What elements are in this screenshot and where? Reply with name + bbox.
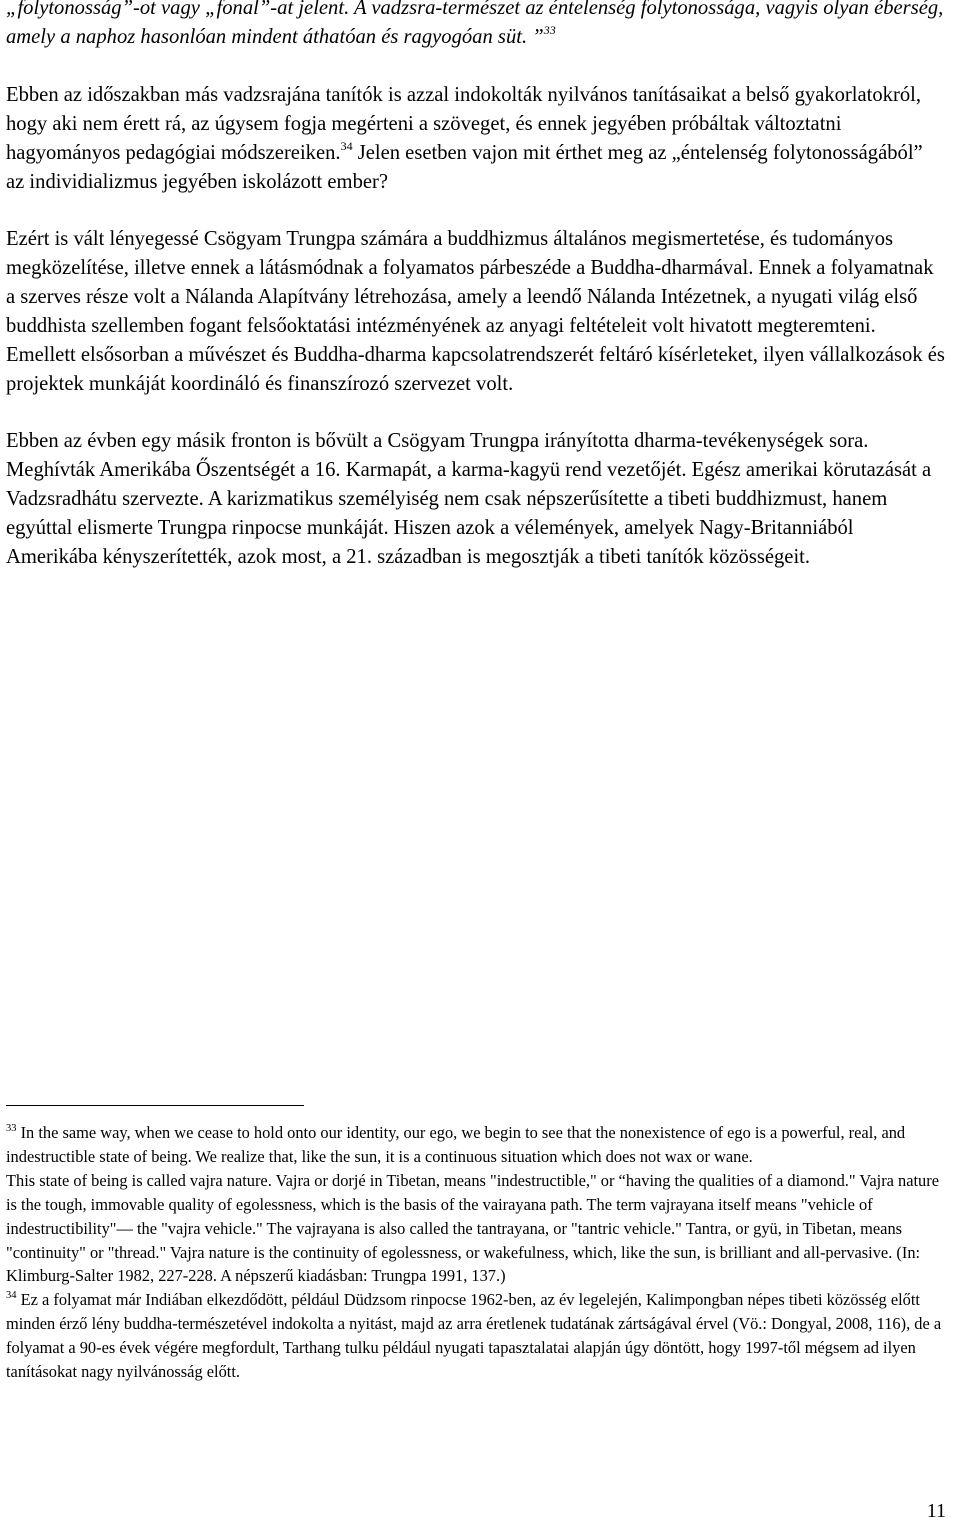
paragraph-text: Ebben az időszakban más vadzsrajána tanítók is azzal indokolták nyilvános tanításaikat a belső gyakorlatokról, hogy aki nem érett rá, az úgysem fogja megérteni a szöveget, és ennek jegyében próbáltak változtatni hagyományos pedagógiai módszereiken. — [6, 84, 921, 164]
paragraph-text: „folytonosság”-ot vagy „fonal”-at jelent. A vadzsra-természet az éntelenség folytonossága, vagyis olyan éberség, amely a naphoz hasonlóan mindent áthatóan és ragyogóan süt. ” — [6, 0, 944, 48]
paragraph-karmapa: Ebben az évben egy másik fronton is bővült a Csögyam Trungpa irányította dharma-tevékenységek sora. Meghívták Amerikába Őszentségét a 16. Karmapát, a karma-kagyü rend vezetőjét. Egész amerikai körutazását a Vadzsradhátu szervezte. A karizmatikus személyiség nem csak népszerűsítette a tibeti buddhizmust, hanem egyúttal elismerte Trungpa rinpocse munkáját. Hiszen azok a vélemények, amelyek Nagy-Britanniából Amerikába kényszerítették, azok most, a 21. században is megosztják a tibeti tanítók közösségeit. — [6, 430, 932, 568]
footnote-number-34: 34 — [6, 1290, 17, 1302]
footnote-number-33: 33 — [6, 1123, 17, 1134]
footnote-33 — [6, 1121, 946, 1169]
footnote-34 — [6, 1288, 946, 1384]
footnotes — [6, 1121, 946, 1384]
footnote-text: Ez a folyamat már Indiában elkezdődött, például Düdzsom rinpocse 1962-ben, az év legelején, Kalimpongban népes tibeti közösség előtt minden érző lény buddha-természetével indokolta a nyitást, majd az arra éretlenek tudatának zártságával érvel (Vö.: Dongyal, 2008, 116), de a folyamat a 90-es évek végére megfordult, Tarthang tulku például nyugati tapasztalatai alapján úgy döntött, hogy 1997-től mégsem ad ilyen tanításokat nagy nyilvánosság előtt. — [6, 1290, 942, 1382]
page-number: 11 — [926, 1500, 946, 1522]
paragraph-nalanda: Ezért is vált lényegessé Csögyam Trungpa számára a buddhizmus általános megismertetése, és tudományos megközelítése, illetve ennek a látásmódnak a folyamatos párbeszéde a Buddha-dharmával. Ennek a folyamatnak a szerves része volt a Nálanda Alapítvány létrehozása, amely a leendő Nálanda Intézetnek, a nyugati világ első buddhista szellemben fogant felsőoktatási intézményének az anyagi feltételeit volt hivatott megteremteni. Emellett elsősorban a művészet és Buddha-dharma kapcsolatrendszerét feltáró kísérleteket, ilyen vállalkozások és projektek munkáját koordináló és finanszírozó szervezet volt. — [6, 228, 945, 395]
footnote-separator — [6, 1105, 304, 1106]
paragraph-teachers — [6, 81, 946, 197]
footnote-ref-34[interactable]: 34 — [340, 139, 353, 153]
paragraph-quote-continuation — [6, 0, 946, 52]
main-text — [6, 0, 946, 600]
footnote-33-continued: This state of being is called vajra nature. Vajra or dorjé in Tibetan, means "indestructible," or “having the qualities of a diamond." Vajra nature is the tough, immovable quality of egolessness, which is the basis of the vairayana path. The term vajrayana itself means "vehicle of indestructibility"— the "vajra vehicle." The vajrayana is also called the tantrayana, or "tantric vehicle." Tantra, or gyü, in Tibetan, means "continuity" or "thread." Vajra nature is the continuity of egolessness, or wakefulness, which, like the sun, is brilliant and all-pervasive. (In: Klimburg-Salter 1982, 227-228. A népszerű kiadásban: Trungpa 1991, 137.) — [6, 1170, 939, 1286]
footnote-text: In the same way, when we cease to hold onto our identity, our ego, we begin to see that the nonexistence of ego is a powerful, real, and indestructible state of being. We realize that, like the sun, it is a continuous situation which does not wax or wane. — [6, 1123, 906, 1166]
footnote-ref-33[interactable]: 33 — [543, 23, 556, 37]
paragraph-text-continued: Jelen esetben vajon mit érthet meg az „éntelenség folytonosságából” az individializmus jegyében iskolázott ember? — [6, 142, 923, 193]
